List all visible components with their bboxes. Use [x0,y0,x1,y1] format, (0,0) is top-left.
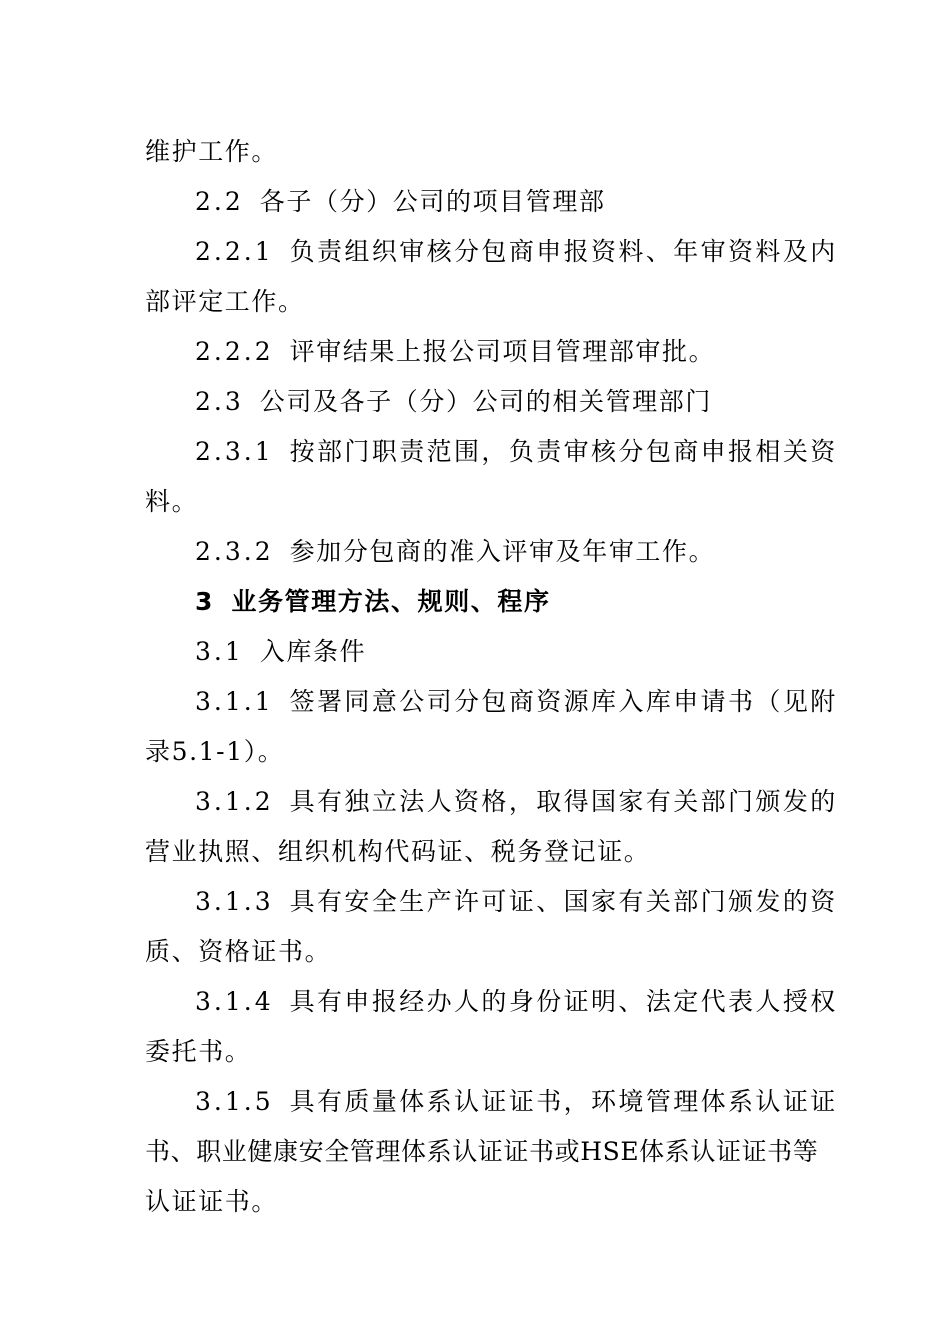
clause-3-1-1 [195,685,838,719]
chapter-heading-3 [195,585,810,619]
section-number: 2.2 [195,187,244,216]
clause-2-3-2 [195,535,810,569]
line-text: 料。 [145,487,199,516]
paragraph-continuation [145,135,810,169]
section-heading-3-1 [195,635,810,669]
clause-2-3-1-continuation [145,485,810,519]
clause-2-2-2 [195,335,810,369]
clause-3-1-3-continuation [145,935,810,969]
clause-text: 参加分包商的准入评审及年审工作。 [289,537,716,566]
clause-2-3-1 [195,435,838,469]
line-text: 营业执照、组织机构代码证、税务登记证。 [145,837,651,866]
line-text: 维护工作。 [145,137,279,166]
chapter-number: 3 [195,587,216,616]
clause-3-1-5-continuation-end [145,1185,810,1219]
clause-number: 2.3.2 [195,537,274,566]
section-title: 公司及各子（分）公司的相关管理部门 [259,387,712,416]
clause-3-1-2-continuation [145,835,810,869]
section-number: 2.3 [195,387,244,416]
clause-number: 3.1.5 [195,1087,274,1116]
line-text: 录5.1-1）。 [145,737,285,766]
clause-3-1-5 [195,1085,838,1119]
line-text: 认证证书。 [145,1187,279,1216]
chapter-title: 业务管理方法、规则、程序 [231,587,551,616]
section-title: 各子（分）公司的项目管理部 [259,187,606,216]
clause-text: 负责组织审核分包商申报资料、年审资料及内 [289,237,838,266]
line-text: 部评定工作。 [145,287,305,316]
clause-3-1-4 [195,985,838,1019]
clause-text: 具有安全生产许可证、国家有关部门颁发的资 [289,887,838,916]
clause-text: 评审结果上报公司项目管理部审批。 [289,337,716,366]
clause-text: 签署同意公司分包商资源库入库申请书（见附 [289,687,838,716]
clause-number: 2.2.1 [195,237,274,266]
clause-text: 具有独立法人资格，取得国家有关部门颁发的 [289,787,838,816]
clause-3-1-3 [195,885,838,919]
section-heading-2-2 [195,185,810,219]
section-title: 入库条件 [259,637,367,666]
clause-number: 2.3.1 [195,437,274,466]
line-text: 书、职业健康安全管理体系认证证书或HSE体系认证证书等 [145,1137,819,1166]
clause-number: 3.1.4 [195,987,274,1016]
clause-number: 3.1.1 [195,687,274,716]
clause-2-2-1-continuation [145,285,810,319]
clause-number: 3.1.3 [195,887,274,916]
clause-3-1-4-continuation [145,1035,810,1069]
section-number: 3.1 [195,637,244,666]
line-text: 委托书。 [145,1037,252,1066]
clause-3-1-5-continuation [145,1135,819,1169]
clause-3-1-2 [195,785,838,819]
section-heading-2-3 [195,385,810,419]
clause-text: 具有申报经办人的身份证明、法定代表人授权 [289,987,838,1016]
clause-text: 按部门职责范围，负责审核分包商申报相关资 [289,437,838,466]
clause-2-2-1 [195,235,838,269]
clause-text: 具有质量体系认证证书，环境管理体系认证证 [289,1087,838,1116]
clause-number: 2.2.2 [195,337,274,366]
clause-3-1-1-continuation [145,735,810,769]
line-text: 质、资格证书。 [145,937,332,966]
clause-number: 3.1.2 [195,787,274,816]
